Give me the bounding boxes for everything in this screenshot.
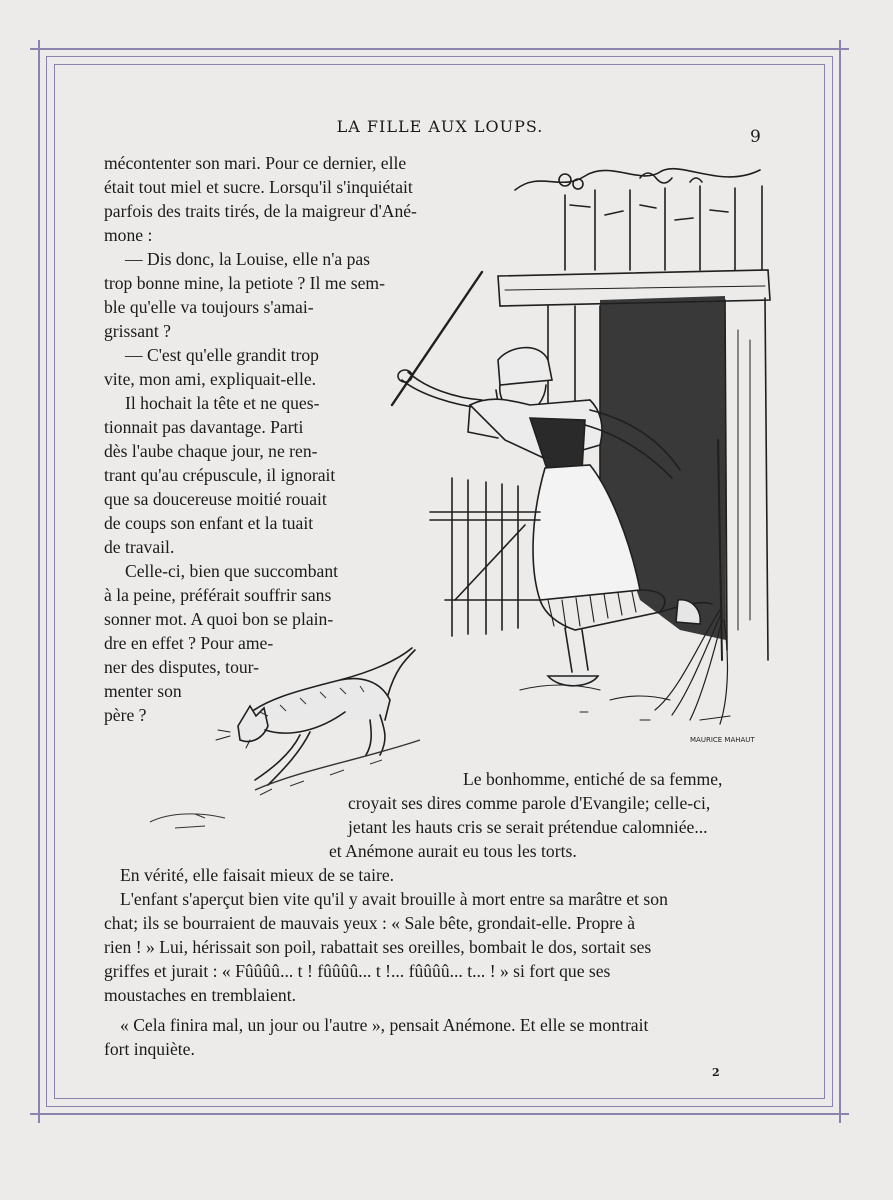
text-line: ble qu'elle va toujours s'amai- <box>104 297 314 317</box>
text-line: « Cela finira mal, un jour ou l'autre », pensait Anémone. Et elle se montrait <box>120 1015 649 1035</box>
text-line: à la peine, préférait souffrir sans <box>104 585 332 605</box>
text-line: ner des disputes, tour- <box>104 657 260 677</box>
text-line: chat; ils se bourraient de mauvais yeux : « Sale bête, grondait-elle. Propre à <box>104 913 636 933</box>
text-line: vite, mon ami, expliquait-elle. <box>104 369 317 389</box>
frame-rule <box>38 40 40 1123</box>
frame-rule <box>30 1113 849 1115</box>
text-line: trant qu'au crépuscule, il ignorait <box>104 465 336 485</box>
signature-mark: 2 <box>712 1066 720 1079</box>
text-line: père ? <box>104 705 147 725</box>
text-line: croyait ses dires comme parole d'Evangile; celle-ci, <box>348 793 711 813</box>
text-line: était tout miel et sucre. Lorsqu'il s'inquiétait <box>104 177 413 197</box>
text-line: fort inquiète. <box>104 1039 195 1059</box>
text-line: de travail. <box>104 537 175 557</box>
text-line: L'enfant s'aperçut bien vite qu'il y avait brouille à mort entre sa marâtre et son <box>120 889 668 909</box>
text-line: menter son <box>104 681 182 701</box>
text-line: de coups son enfant et la tuait <box>104 513 314 533</box>
text-line: et Anémone aurait eu tous les torts. <box>329 841 577 861</box>
text-line: grissant ? <box>104 321 171 341</box>
artist-signature: MAURICE MAHAUT <box>690 736 755 744</box>
text-line: dre en effet ? Pour ame- <box>104 633 274 653</box>
text-line: rien ! » Lui, hérissait son poil, rabattait ses oreilles, bombait le dos, sortait ses <box>104 937 652 957</box>
text-line: jetant les hauts cris se serait prétendue calomniée... <box>348 817 708 837</box>
text-line: Il hochait la tête et ne ques- <box>125 393 320 413</box>
text-line: tionnait pas davantage. Parti <box>104 417 304 437</box>
text-line: En vérité, elle faisait mieux de se taire. <box>120 865 395 885</box>
text-line: que sa doucereuse moitié rouait <box>104 489 327 509</box>
text-line: — C'est qu'elle grandit trop <box>125 345 319 365</box>
text-line: trop bonne mine, la petiote ? Il me sem- <box>104 273 385 293</box>
text-line: griffes et jurait : « Fûûûû... t ! fûûûû... t !... fûûûû... t... ! » si fort que ses <box>104 961 611 981</box>
text-line: Celle-ci, bien que succombant <box>125 561 339 581</box>
text-line: sonner mot. A quoi bon se plain- <box>104 609 334 629</box>
text-line: — Dis donc, la Louise, elle n'a pas <box>125 249 371 269</box>
text-line: Le bonhomme, entiché de sa femme, <box>463 769 723 789</box>
text-line: mécontenter son mari. Pour ce dernier, elle <box>104 153 407 173</box>
frame-rule <box>30 48 849 50</box>
running-title: LA FILLE AUX LOUPS. <box>336 117 544 136</box>
text-line: mone : <box>104 225 153 245</box>
text-line: parfois des traits tirés, de la maigreur d'Ané- <box>104 201 417 221</box>
frame-rule <box>839 40 841 1123</box>
text-line: dès l'aube chaque jour, ne ren- <box>104 441 318 461</box>
page-number: 9 <box>750 127 761 147</box>
text-line: moustaches en tremblaient. <box>104 985 297 1005</box>
